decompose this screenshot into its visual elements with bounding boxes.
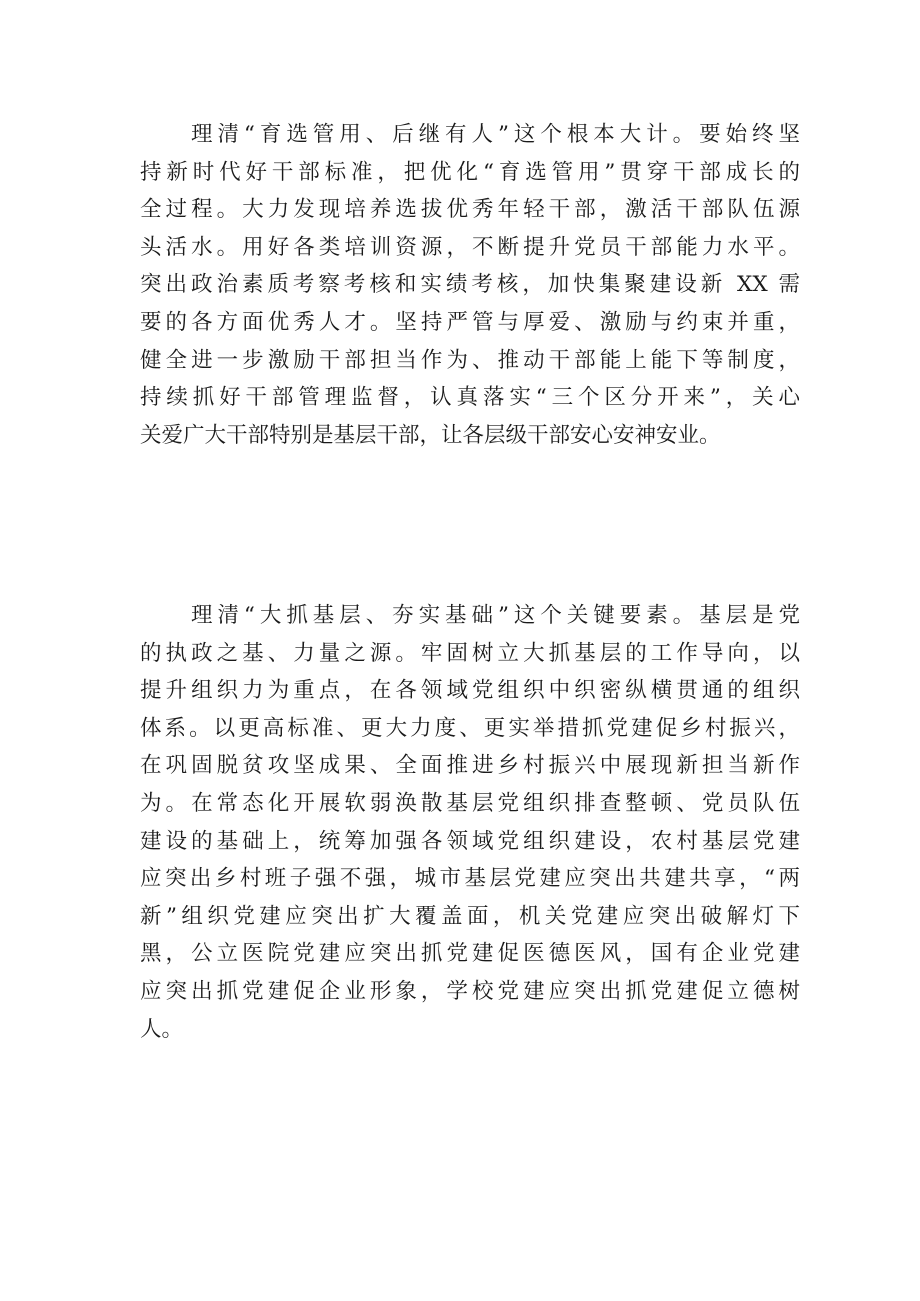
text-line: 要的各方面优秀人才。坚持严管与厚爱、激励与约束并重， [140,309,800,335]
text-line: 理清“大抓基层、夯实基础”这个关键要素。基层是党 [191,603,800,628]
text-line: 头活水。用好各类培训资源，不断提升党员干部能力水平。 [140,234,800,260]
text-line: 应突出抓党建促企业形象，学校党建应突出抓党建促立德树 [140,978,800,1004]
paragraph-cadre-management [140,116,800,454]
text-line: 新”组织党建应突出扩大覆盖面，机关党建应突出破解灯下 [140,903,800,929]
text-line: 建设的基础上，统筹加强各领域党组织建设，农村基层党建 [140,828,800,854]
text-line: 体系。以更高标准、更大力度、更实举措抓党建促乡村振兴， [140,715,800,741]
text-line: 黑，公立医院党建应突出抓党建促医德医风，国有企业党建 [140,941,800,967]
text-line: 理清“育选管用、后继有人”这个根本大计。要始终坚 [191,122,800,147]
text-line: 全过程。大力发现培养选拔优秀年轻干部，激活干部队伍源 [140,197,800,223]
text-line: 提升组织力为重点，在各领域党组织中织密纵横贯通的组织 [140,678,800,704]
text-line: 为。在常态化开展软弱涣散基层党组织排查整顿、党员队伍 [140,790,800,816]
text-line: 健全进一步激励干部担当作为、推动干部能上能下等制度， [140,347,800,373]
text-line: 的执政之基、力量之源。牢固树立大抓基层的工作导向，以 [140,640,800,666]
text-line: 人。 [140,1016,184,1042]
text-line: 应突出乡村班子强不强，城市基层党建应突出共建共享，“两 [140,866,800,892]
text-line: 突出政治素质考察考核和实绩考核，加快集聚建设新 XX 需 [140,272,800,298]
text-line: 持新时代好干部标准，把优化“育选管用”贯穿干部成长的 [140,159,800,185]
paragraph-grassroots-foundation [140,597,800,1048]
text-line: 在巩固脱贫攻坚成果、全面推进乡村振兴中展现新担当新作 [140,753,800,779]
text-line: 关爱广大干部特别是基层干部，让各层级干部安心安神安业。 [140,422,721,448]
text-line: 持续抓好干部管理监督，认真落实“三个区分开来”，关心 [140,385,800,411]
